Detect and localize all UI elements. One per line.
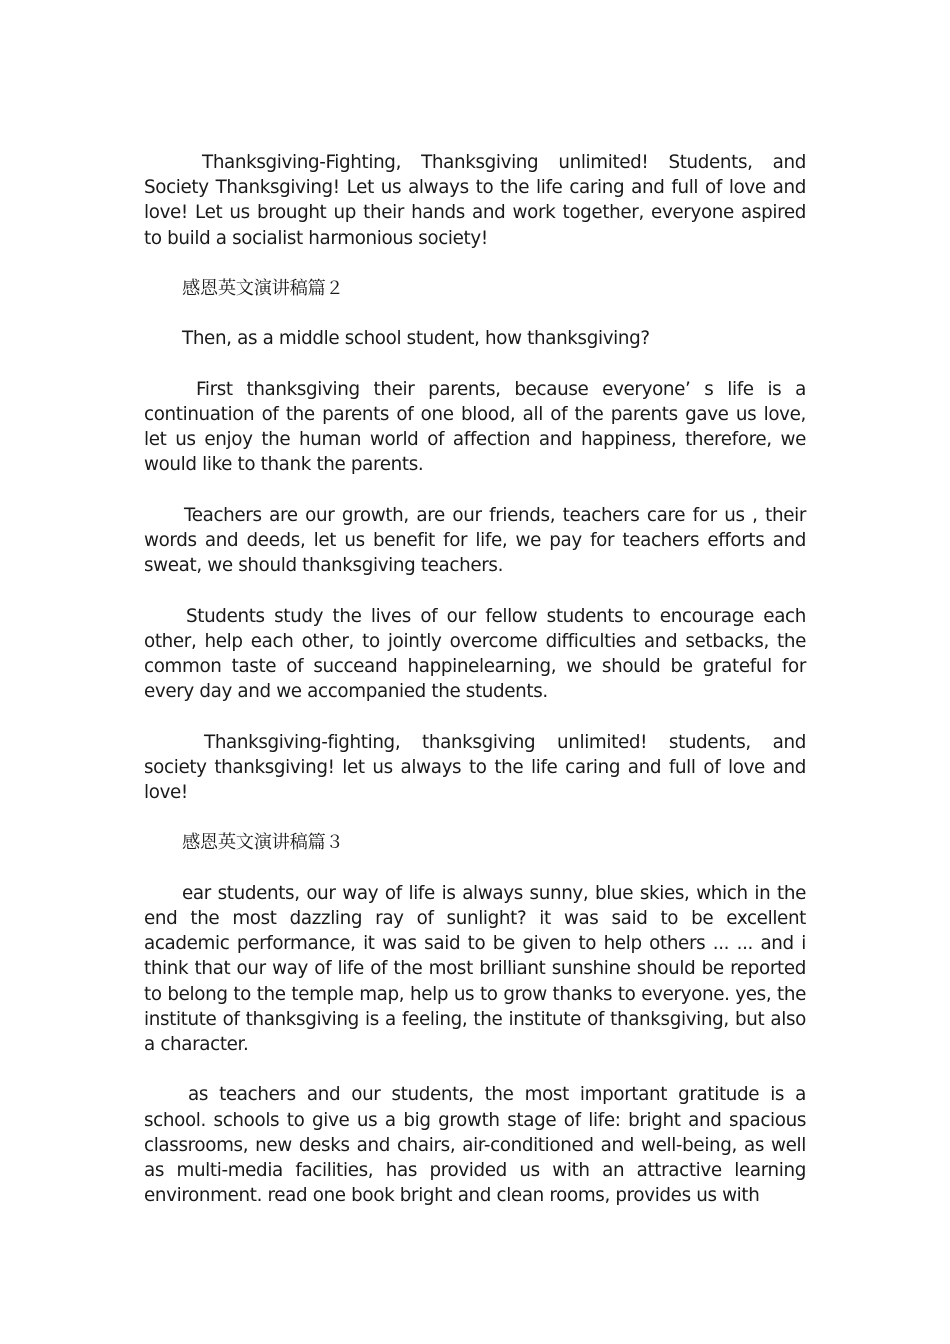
paragraph-dear-students: ear students, our way of life is always sunny, blue skies, which in the end the most dazzling ray of sunlight? it was said to be excellent academic performance, it was said to be given to help others ... ... and i think that our way of life of the most brilliant sunshine should be reported to belong to the temple map, help us to grow thanks to everyone. yes, the institute of thanksgiving is a feeling, the institute of thanksgiving, but also a character.: [144, 882, 806, 1055]
paragraph-thank-parents: First thanksgiving their parents, because everyone’ s life is a continuation of the parents of one blood, all of the parents gave us love, let us enjoy the human world of affection and happiness, therefore, we would like to thank the parents.: [144, 378, 806, 476]
paragraph-thank-teachers: Teachers are our growth, are our friends, teachers care for us , their words and deeds, let us benefit for life, we pay for teachers efforts and sweat, we should thanksgiving teachers.: [144, 504, 806, 577]
document-page: [144, 150, 806, 1208]
paragraph-thanksgiving-fighting: Thanksgiving-Fighting, Thanksgiving unlimited! Students, and Society Thanksgiving! Let us always to the life caring and full of love and love! Let us brought up their hands and work together, everyone aspired to build a socialist harmonious society!: [144, 152, 806, 249]
paragraph-thanksgiving-closing: Thanksgiving-fighting, thanksgiving unlimited! students, and society thanksgiving! let us always to the life caring and full of love and love!: [144, 731, 806, 803]
paragraph-gratitude-school: as teachers and our students, the most important gratitude is a school. schools to give us a big growth stage of life: bright and spacious classrooms, new desks and chairs, air-conditioned and well-being, as well as multi-media facilities, has provided us with an attractive learning environment. read one book bright and clean rooms, provides us with: [144, 1084, 806, 1207]
paragraph-middle-school-question: Then, as a middle school student, how thanksgiving?: [182, 328, 650, 350]
section-heading-2: 感恩英文演讲稿篇２: [182, 278, 344, 299]
section-heading-3: 感恩英文演讲稿篇３: [182, 832, 344, 854]
paragraph-thank-students: Students study the lives of our fellow students to encourage each other, help each other, to jointly overcome difficulties and setbacks, the common taste of succeand happinelearning, we should be grateful for every day and we accompanied the students.: [144, 605, 806, 703]
